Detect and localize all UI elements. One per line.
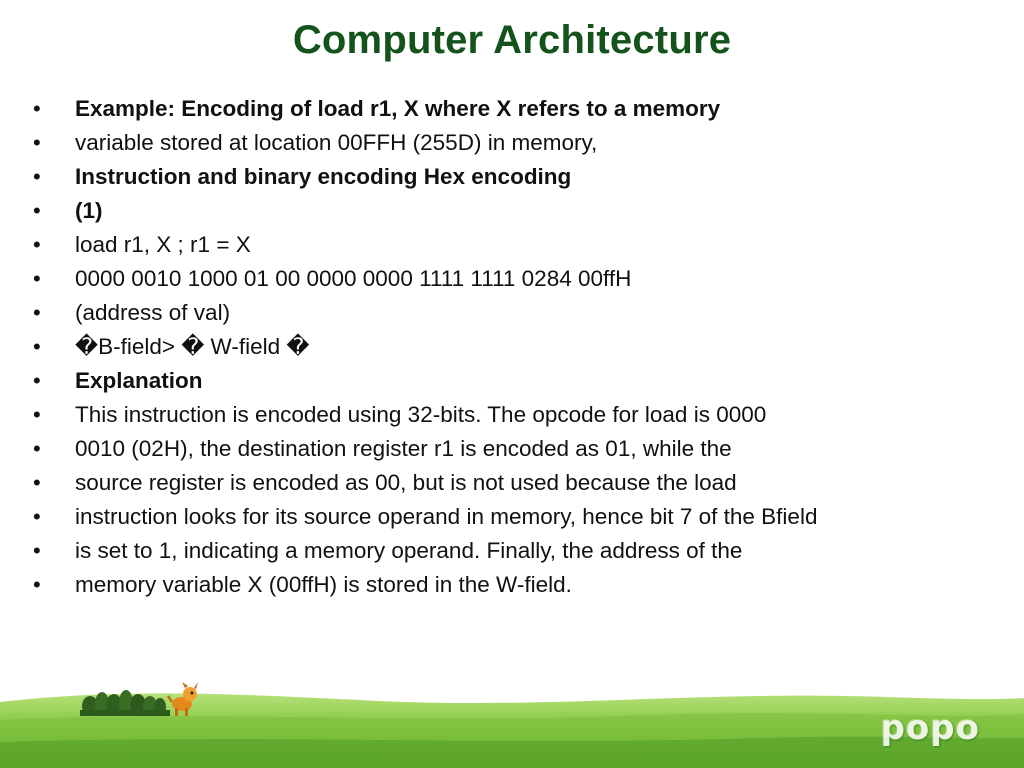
- list-item: [0, 126, 1024, 160]
- grass-footer: [0, 680, 1024, 768]
- list-item: [0, 364, 1024, 398]
- slide-title: Computer Architecture: [292, 18, 732, 62]
- bullet-text: is set to 1, indicating a memory operand. Finally, the address of the: [75, 538, 743, 563]
- bullet-text: (1): [75, 198, 103, 223]
- bullet-text: memory variable X (00ffH) is stored in the W-field.: [75, 572, 572, 597]
- list-item: [0, 398, 1024, 432]
- list-item: [0, 296, 1024, 330]
- bullet-list: [0, 92, 1024, 602]
- list-item: [0, 262, 1024, 296]
- list-item: [0, 160, 1024, 194]
- bullet-icon: •: [33, 572, 41, 597]
- bullet-icon: •: [33, 436, 41, 461]
- list-item: [0, 330, 1024, 364]
- popo-logo: popo: [880, 708, 980, 748]
- bullet-text: 0010 (02H), the destination register r1 is encoded as 01, while the: [75, 436, 732, 461]
- list-item: [0, 432, 1024, 466]
- bullet-text: (address of val): [75, 300, 231, 325]
- list-item: [0, 534, 1024, 568]
- bullet-icon: •: [33, 266, 41, 291]
- bullet-icon: •: [33, 96, 41, 121]
- list-item: [0, 466, 1024, 500]
- list-item: [0, 228, 1024, 262]
- bullet-text: Instruction and binary encoding Hex encoding: [75, 164, 572, 189]
- bullet-text: 0000 0010 1000 01 00 0000 0000 1111 1111 0284 00ffH: [75, 266, 632, 291]
- bullet-icon: •: [33, 470, 41, 495]
- bullet-icon: •: [33, 130, 41, 155]
- bullet-icon: •: [33, 232, 41, 257]
- bullet-text: instruction looks for its source operand in memory, hence bit 7 of the Bfield: [75, 504, 818, 529]
- bullet-text: source register is encoded as 00, but is not used because the load: [75, 470, 737, 495]
- bullet-icon: •: [33, 504, 41, 529]
- bullet-text: Example: Encoding of load r1, X where X refers to a memory: [75, 96, 721, 121]
- bullet-icon: •: [33, 300, 41, 325]
- list-item: [0, 500, 1024, 534]
- list-item: [0, 92, 1024, 126]
- bullet-text: Explanation: [75, 368, 203, 393]
- list-item: [0, 194, 1024, 228]
- bullet-icon: •: [33, 334, 41, 359]
- bullet-text: load r1, X ; r1 = X: [75, 232, 251, 257]
- bullet-icon: •: [33, 198, 41, 223]
- bullet-icon: •: [33, 538, 41, 563]
- bullet-icon: •: [33, 402, 41, 427]
- bullet-text: variable stored at location 00FFH (255D) in memory,: [75, 130, 598, 155]
- bullet-icon: •: [33, 164, 41, 189]
- list-item: [0, 568, 1024, 602]
- bullet-text: �B-field> � W-field �: [75, 334, 310, 359]
- bullet-icon: •: [33, 368, 41, 393]
- bullet-text: This instruction is encoded using 32-bits. The opcode for load is 0000: [75, 402, 767, 427]
